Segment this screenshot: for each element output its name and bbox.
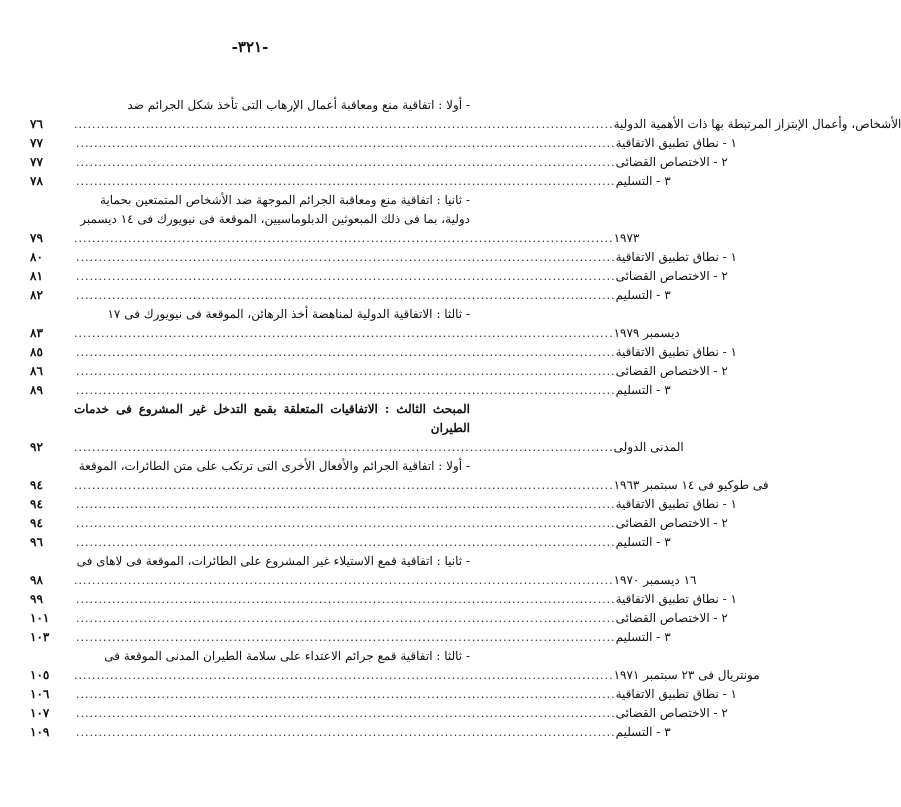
dot-leader: ........................................................................................................................ <box>74 232 614 245</box>
toc-page-number: ٨٥ <box>30 345 43 359</box>
dot-leader: ........................................................................................................................ <box>74 327 614 340</box>
toc-entry-text: ٣ - التسليم <box>615 174 671 188</box>
toc-entry-text: ٢ - الاختصاص القضائى <box>615 516 728 530</box>
toc-entry-text: الأشخاص، وأعمال الإبتزاز المرتبطة بها ذات الأهمية الدولية <box>613 117 901 131</box>
toc-entry <box>30 229 640 248</box>
dot-leader: ........................................................................................................................ <box>76 289 616 302</box>
toc-entry-text: ٣ - التسليم <box>615 535 671 549</box>
dot-leader: ........................................................................................................................ <box>76 175 616 188</box>
toc-entry <box>30 590 737 609</box>
toc-entry-text: ٢ - الاختصاص القضائى <box>615 611 728 625</box>
toc-entry-text: ١ - نطاق تطبيق الاتفاقية <box>615 136 737 150</box>
toc-entry-text: مونتريال فى ٢٣ سبتمبر ١٩٧١ <box>613 668 760 682</box>
toc-entry <box>30 704 728 723</box>
toc-entry <box>30 286 671 305</box>
toc-entry <box>30 666 760 685</box>
table-of-contents <box>30 96 901 742</box>
toc-page-number: ٨٦ <box>30 364 43 378</box>
toc-page-number: ١٠٦ <box>30 687 50 701</box>
toc-page-number: ٧٧ <box>30 155 43 169</box>
dot-leader: ........................................................................................................................ <box>74 574 614 587</box>
toc-page-number: ٩٤ <box>30 478 43 492</box>
toc-page-number: ٧٩ <box>30 231 43 245</box>
toc-entry-text: - ثانيا : اتفاقية قمع الاستيلاء غير المشروع على الطائرات، الموقعة فى لاهاى فى <box>76 554 470 568</box>
toc-page-number: ٧٨ <box>30 174 43 188</box>
dot-leader: ........................................................................................................................ <box>76 612 616 625</box>
toc-entry-text: ٢ - الاختصاص القضائى <box>615 364 728 378</box>
toc-page-number: ٨١ <box>30 269 43 283</box>
dot-leader: ........................................................................................................................ <box>76 707 616 720</box>
toc-entry-text: ١ - نطاق تطبيق الاتفاقية <box>615 592 737 606</box>
toc-entry-text: - ثانيا : اتفاقية منع ومعاقبة الجرائم الموجهة ضد الأشخاص المتمتعين بحماية <box>99 193 470 207</box>
toc-page-number: ١٠٥ <box>30 668 50 682</box>
dot-leader: ........................................................................................................................ <box>76 137 616 150</box>
dot-leader: ........................................................................................................................ <box>76 688 616 701</box>
dot-leader: ........................................................................................................................ <box>76 498 616 511</box>
dot-leader: ........................................................................................................................ <box>76 536 616 549</box>
dot-leader: ........................................................................................................................ <box>76 517 616 530</box>
toc-page-number: ٨٣ <box>30 326 43 340</box>
toc-page-number: ٨٢ <box>30 288 43 302</box>
toc-entry <box>30 210 470 229</box>
dot-leader: ........................................................................................................................ <box>76 270 616 283</box>
toc-entry <box>30 172 671 191</box>
toc-entry-text: ٢ - الاختصاص القضائى <box>615 706 728 720</box>
toc-page-number: ١٠٧ <box>30 706 50 720</box>
toc-entry-text: دولية، بما فى ذلك المبعوثين الدبلوماسيين، الموقعة فى نيويورك فى ١٤ ديسمبر <box>80 212 470 226</box>
toc-entry-text: - ثالثا : اتفاقية قمع جرائم الاعتداء على سلامة الطيران المدنى الموقعة فى <box>104 649 470 663</box>
toc-page-number: ١٠٣ <box>30 630 50 644</box>
toc-page-number: ١٠١ <box>30 611 50 625</box>
toc-page-number: ٩٦ <box>30 535 43 549</box>
toc-entry <box>30 115 901 134</box>
toc-entry-text: ٣ - التسليم <box>615 383 671 397</box>
toc-entry-text: ١ - نطاق تطبيق الاتفاقية <box>615 497 737 511</box>
toc-entry-text: - أولا : اتفاقية الجرائم والأفعال الأخرى التى ترتكب على متن الطائرات، الموقعة <box>78 459 470 473</box>
dot-leader: ........................................................................................................................ <box>76 251 616 264</box>
toc-page-number: ٩٢ <box>30 440 43 454</box>
dot-leader: ........................................................................................................................ <box>74 118 614 131</box>
toc-entry <box>30 628 671 647</box>
toc-entry <box>30 153 728 172</box>
toc-entry <box>30 134 737 153</box>
toc-entry-text: ١ - نطاق تطبيق الاتفاقية <box>615 250 737 264</box>
dot-leader: ........................................................................................................................ <box>76 384 616 397</box>
toc-page-number: ٩٩ <box>30 592 43 606</box>
dot-leader: ........................................................................................................................ <box>76 726 616 739</box>
dot-leader: ........................................................................................................................ <box>76 593 616 606</box>
toc-page-number: ٧٦ <box>30 117 43 131</box>
toc-entry <box>30 324 680 343</box>
dot-leader: ........................................................................................................................ <box>76 156 616 169</box>
toc-entry-text: ١ - نطاق تطبيق الاتفاقية <box>615 687 737 701</box>
toc-entry-text: ٣ - التسليم <box>615 630 671 644</box>
toc-entry <box>30 533 671 552</box>
toc-entry <box>30 476 769 495</box>
toc-page-number: ١٠٩ <box>30 725 50 739</box>
toc-entry-text: - أولا : اتفاقية منع ومعاقبة أعمال الإرهاب التى تأخذ شكل الجرائم ضد <box>127 98 470 112</box>
toc-entry-text: ديسمبر ١٩٧٩ <box>613 326 680 340</box>
toc-entry <box>30 571 697 590</box>
toc-entry <box>30 381 671 400</box>
toc-entry <box>30 267 728 286</box>
dot-leader: ........................................................................................................................ <box>74 479 614 492</box>
toc-entry <box>30 400 470 438</box>
toc-entry-text: ٢ - الاختصاص القضائى <box>615 269 728 283</box>
toc-entry-text: فى طوكيو فى ١٤ سبتمبر ١٩٦٣ <box>613 478 769 492</box>
toc-entry-text: ٢ - الاختصاص القضائى <box>615 155 728 169</box>
toc-entry-text: ٣ - التسليم <box>615 725 671 739</box>
toc-page-number: ٩٤ <box>30 497 43 511</box>
toc-entry-text: ١ - نطاق تطبيق الاتفاقية <box>615 345 737 359</box>
toc-entry <box>30 457 470 476</box>
dot-leader: ........................................................................................................................ <box>76 346 616 359</box>
page-number: -٣٢١- <box>231 38 269 56</box>
toc-page-number: ٧٧ <box>30 136 43 150</box>
dot-leader: ........................................................................................................................ <box>74 669 614 682</box>
dot-leader: ........................................................................................................................ <box>74 441 614 454</box>
toc-page-number: ٨٠ <box>30 250 43 264</box>
toc-entry <box>30 647 470 666</box>
toc-entry <box>30 343 737 362</box>
toc-entry-text: ١٦ ديسمبر ١٩٧٠ <box>613 573 697 587</box>
toc-entry <box>30 362 728 381</box>
toc-page-number: ٨٩ <box>30 383 43 397</box>
toc-entry <box>30 305 470 324</box>
toc-entry <box>30 438 684 457</box>
toc-entry <box>30 96 470 115</box>
toc-entry <box>30 685 737 704</box>
toc-page-number: ٩٨ <box>30 573 43 587</box>
toc-entry <box>30 248 737 267</box>
toc-entry <box>30 191 470 210</box>
toc-entry <box>30 609 728 628</box>
toc-entry-text: المدنى الدولى <box>613 440 684 454</box>
toc-page-number: ٩٤ <box>30 516 43 530</box>
toc-entry <box>30 495 737 514</box>
toc-entry-text: المبحث الثالث : الاتفاقيات المتعلقة بقمع التدخل غير المشروع فى خدمات الطيران <box>74 402 470 435</box>
toc-entry <box>30 723 671 742</box>
toc-entry-text: - ثالثا : الاتفاقية الدولية لمناهضة أخذ الرهائن، الموقعة فى نيويورك فى ١٧ <box>107 307 470 321</box>
toc-entry-text: ٣ - التسليم <box>615 288 671 302</box>
toc-entry <box>30 552 470 571</box>
toc-entry <box>30 514 728 533</box>
dot-leader: ........................................................................................................................ <box>76 365 616 378</box>
toc-entry-text: ١٩٧٣ <box>613 231 640 245</box>
dot-leader: ........................................................................................................................ <box>76 631 616 644</box>
